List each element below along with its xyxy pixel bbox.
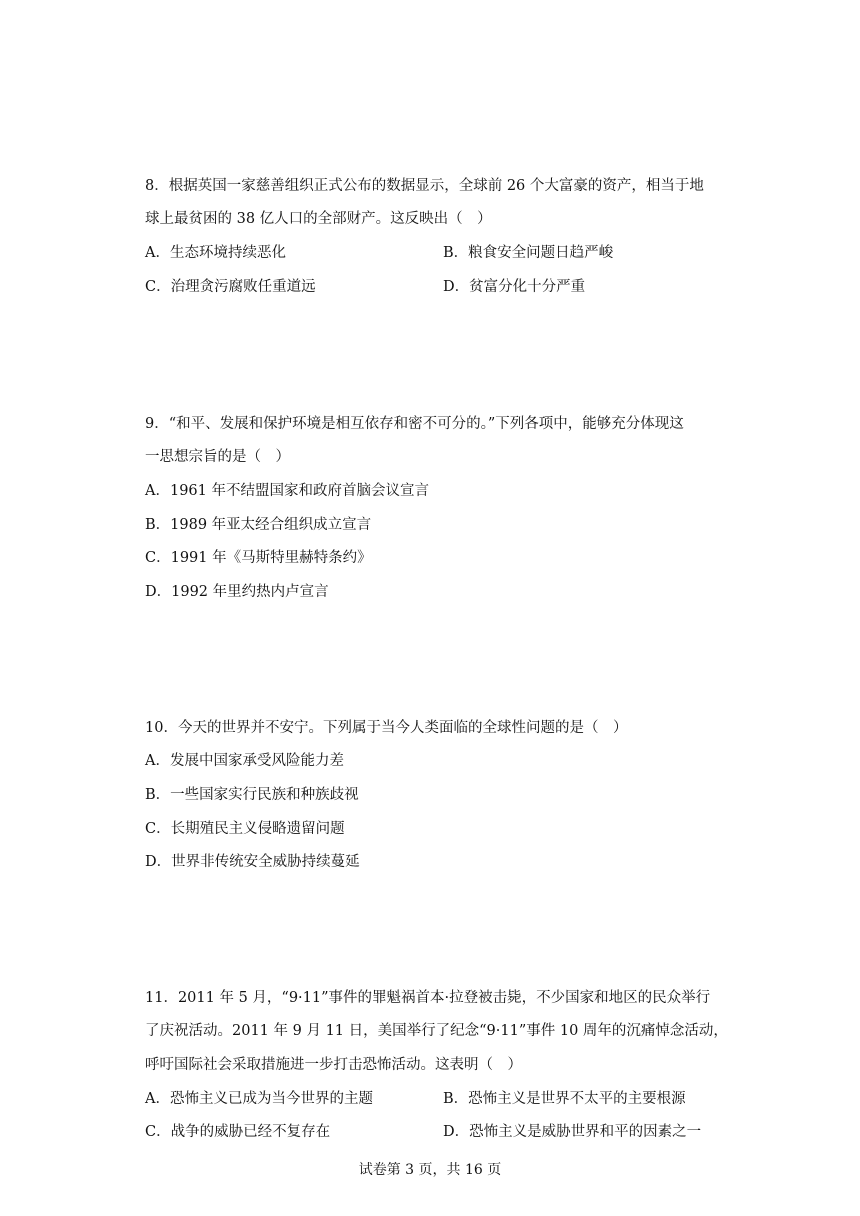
- question-9-option-a[interactable]: A．1961 年不结盟国家和政府首脑会议宣言: [145, 483, 429, 499]
- question-10-option-b[interactable]: B．一些国家实行民族和种族歧视: [145, 787, 359, 803]
- question-11-stem-line-2: 了庆祝活动。2011 年 9 月 11 日，美国举行了纪念“9·11”事件 10 周年的沉痛悼念活动，: [145, 1023, 728, 1039]
- question-10-option-a[interactable]: A．发展中国家承受风险能力差: [145, 753, 344, 769]
- question-11-option-a[interactable]: A．恐怖主义已成为当今世界的主题: [145, 1091, 373, 1107]
- question-10-option-c[interactable]: C．长期殖民主义侵略遗留问题: [145, 821, 345, 837]
- question-8-stem-line-1: 8．根据英国一家慈善组织正式公布的数据显示，全球前 26 个大富豪的资产，相当于地: [145, 178, 704, 194]
- question-8-option-c[interactable]: C．治理贪污腐败任重道远: [145, 279, 316, 295]
- question-11-option-b[interactable]: B．恐怖主义是世界不太平的主要根源: [443, 1091, 686, 1107]
- question-8-option-b[interactable]: B．粮食安全问题日趋严峻: [443, 245, 614, 261]
- question-11-stem-line-1: 11．2011 年 5 月，“9·11”事件的罪魁祸首本·拉登被击毙，不少国家和地区的民众举行: [145, 990, 711, 1006]
- question-8-stem-line-2: 球上最贫困的 38 亿人口的全部财产。这反映出（ ）: [145, 211, 492, 227]
- question-10-option-d[interactable]: D．世界非传统安全威胁持续蔓延: [145, 854, 360, 870]
- question-10-stem-line-1: 10．今天的世界并不安宁。下列属于当今人类面临的全球性问题的是（ ）: [145, 720, 628, 736]
- question-11-stem-line-3: 呼吁国际社会采取措施进一步打击恐怖活动。这表明（ ）: [145, 1057, 522, 1073]
- question-9-option-c[interactable]: C．1991 年《马斯特里赫特条约》: [145, 550, 372, 566]
- question-11-option-c[interactable]: C．战争的威胁已经不复存在: [145, 1124, 331, 1140]
- question-8-option-a[interactable]: A．生态环境持续恶化: [145, 245, 286, 261]
- question-9-option-b[interactable]: B．1989 年亚太经合组织成立宣言: [145, 517, 372, 533]
- question-9-stem-line-1: 9．“和平、发展和保护环境是相互依存和密不可分的。”下列各项中，能够充分体现这: [145, 416, 684, 432]
- question-8-option-d[interactable]: D．贫富分化十分严重: [443, 279, 586, 295]
- question-9-option-d[interactable]: D．1992 年里约热内卢宣言: [145, 584, 329, 600]
- page-footer: 试卷第 3 页，共 16 页: [358, 1162, 502, 1178]
- question-9-stem-line-2: 一思想宗旨的是（ ）: [145, 449, 290, 465]
- question-11-option-d[interactable]: D．恐怖主义是威胁世界和平的因素之一: [443, 1124, 702, 1140]
